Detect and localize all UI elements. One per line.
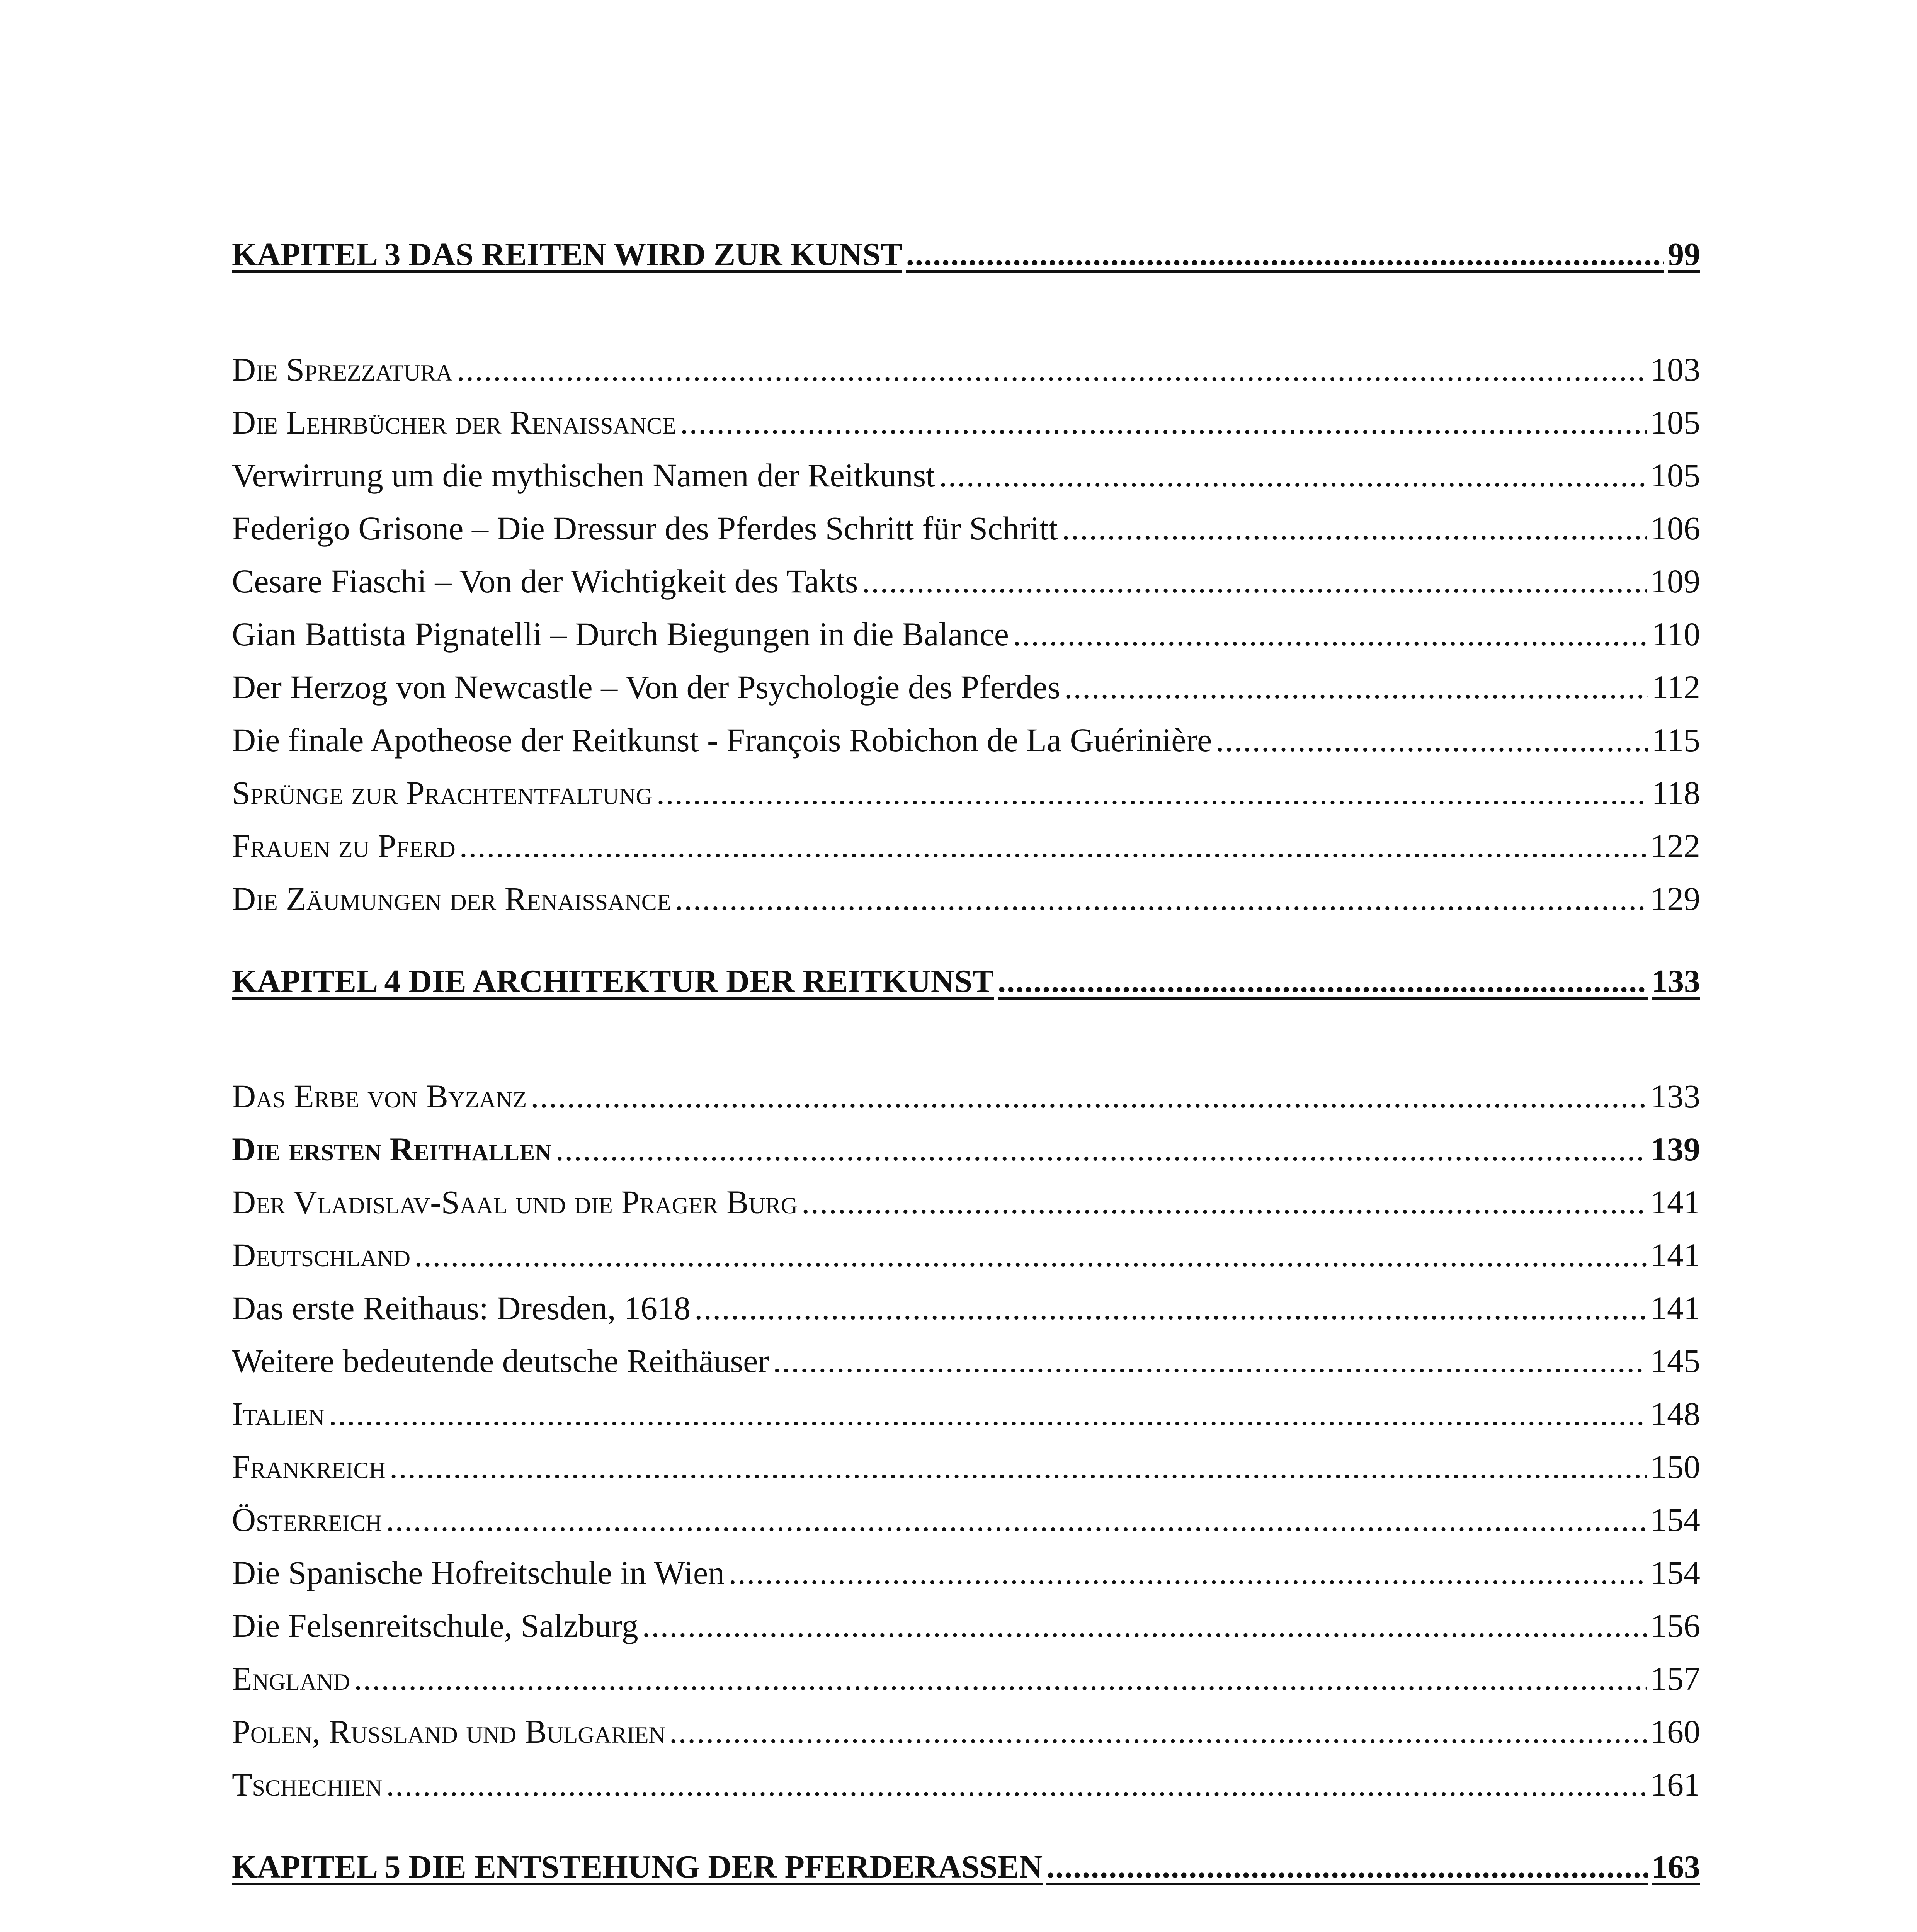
- dot-leader: [386, 1493, 1647, 1546]
- toc-entry[interactable]: [232, 1176, 1700, 1229]
- toc-entry[interactable]: [232, 820, 1700, 872]
- entry-page-number: 141: [1650, 1184, 1700, 1221]
- entry-title: Die Spanische Hofreitschule in Wien: [232, 1554, 725, 1591]
- entry-page-number: 148: [1650, 1395, 1700, 1432]
- entry-page-number: 109: [1650, 563, 1700, 600]
- entry-title: Der Vladislav-Saal und die Prager Burg: [232, 1184, 798, 1221]
- dot-leader: [531, 1070, 1647, 1123]
- dot-leader: [939, 449, 1647, 502]
- toc-entry[interactable]: [232, 1652, 1700, 1705]
- dot-leader: [1216, 714, 1648, 767]
- entry-title: Deutschland: [232, 1236, 411, 1274]
- entry-title: Federigo Grisone – Die Dressur des Pferdes Schritt für Schritt: [232, 510, 1058, 547]
- dot-leader: [328, 1388, 1647, 1440]
- entry-title: England: [232, 1660, 350, 1697]
- toc-entry[interactable]: [232, 608, 1700, 661]
- entry-title: Gian Battista Pignatelli – Durch Biegungen in die Balance: [232, 616, 1009, 653]
- dot-leader: [1064, 661, 1648, 714]
- dot-leader: [1013, 608, 1648, 661]
- entry-page-number: 157: [1650, 1660, 1700, 1697]
- dot-leader: [728, 1546, 1647, 1599]
- dot-leader: [669, 1705, 1647, 1758]
- entry-page-number: 141: [1650, 1236, 1700, 1274]
- chapter-page-number: 133: [1652, 963, 1700, 999]
- chapter-page-number: 99: [1668, 236, 1700, 272]
- dot-leader: [680, 396, 1647, 449]
- chapter-heading[interactable]: [232, 963, 1700, 1001]
- toc-entry[interactable]: [232, 714, 1700, 767]
- toc-entry[interactable]: [232, 502, 1700, 555]
- toc-entry[interactable]: [232, 1123, 1700, 1176]
- dot-leader: [657, 767, 1648, 820]
- entry-page-number: 154: [1650, 1554, 1700, 1591]
- entry-page-number: 105: [1650, 457, 1700, 494]
- dot-leader: [675, 872, 1647, 925]
- entry-title: Die finale Apotheose der Reitkunst - François Robichon de La Guérinière: [232, 721, 1212, 759]
- toc-entry[interactable]: [232, 1599, 1700, 1652]
- dot-leader: [555, 1123, 1647, 1176]
- chapter-page-number: 163: [1652, 1849, 1700, 1885]
- toc-entry[interactable]: [232, 1229, 1700, 1282]
- dot-leader: [998, 963, 1648, 1000]
- dot-leader: [459, 820, 1647, 872]
- entry-page-number: 129: [1650, 880, 1700, 917]
- entry-title: Tschechien: [232, 1766, 383, 1803]
- toc-entry[interactable]: [232, 1758, 1700, 1811]
- toc-entry[interactable]: [232, 767, 1700, 820]
- toc-entry[interactable]: [232, 1070, 1700, 1123]
- entry-title: Frauen zu Pferd: [232, 827, 456, 864]
- entry-title: Italien: [232, 1395, 325, 1432]
- entry-title: Die Zäumungen der Renaissance: [232, 880, 671, 917]
- entry-title: Polen, Russland und Bulgarien: [232, 1713, 665, 1750]
- dot-leader: [386, 1758, 1647, 1811]
- entry-page-number: 156: [1650, 1607, 1700, 1644]
- chapter-heading[interactable]: [232, 236, 1700, 274]
- entry-page-number: 112: [1652, 668, 1700, 706]
- toc-entry[interactable]: [232, 343, 1700, 396]
- entry-title: Cesare Fiaschi – Von der Wichtigkeit des Takts: [232, 563, 858, 600]
- entry-title: Die ersten Reithallen: [232, 1131, 552, 1168]
- chapter-entries: [232, 1070, 1700, 1811]
- toc-entry[interactable]: [232, 1546, 1700, 1599]
- entry-page-number: 122: [1650, 827, 1700, 864]
- dot-leader: [773, 1335, 1647, 1388]
- entry-page-number: 161: [1650, 1766, 1700, 1803]
- entry-page-number: 110: [1652, 616, 1700, 653]
- entry-page-number: 105: [1650, 404, 1700, 441]
- toc-entry[interactable]: [232, 555, 1700, 608]
- dot-leader: [456, 343, 1647, 396]
- toc-entry[interactable]: [232, 1705, 1700, 1758]
- dot-leader: [906, 236, 1664, 273]
- toc-entry[interactable]: [232, 1335, 1700, 1388]
- entry-title: Die Sprezzatura: [232, 351, 453, 388]
- toc-entry[interactable]: [232, 1282, 1700, 1335]
- toc-entry[interactable]: [232, 449, 1700, 502]
- dot-leader: [862, 555, 1647, 608]
- dot-leader: [642, 1599, 1647, 1652]
- chapter-entries: [232, 343, 1700, 925]
- dot-leader: [1046, 1848, 1648, 1886]
- entry-title: Das Erbe von Byzanz: [232, 1078, 527, 1115]
- toc-entry[interactable]: [232, 1388, 1700, 1440]
- entry-page-number: 160: [1650, 1713, 1700, 1750]
- entry-title: Das erste Reithaus: Dresden, 1618: [232, 1289, 691, 1327]
- toc-entry[interactable]: [232, 1493, 1700, 1546]
- entry-page-number: 133: [1650, 1078, 1700, 1115]
- entry-page-number: 145: [1650, 1342, 1700, 1379]
- dot-leader: [354, 1652, 1647, 1705]
- entry-page-number: 115: [1652, 721, 1700, 759]
- dot-leader: [801, 1176, 1647, 1229]
- dot-leader: [1062, 502, 1647, 555]
- entry-page-number: 150: [1650, 1448, 1700, 1485]
- chapter-title: KAPITEL 3 DAS REITEN WIRD ZUR KUNST: [232, 236, 902, 272]
- chapter-3: [232, 236, 1700, 925]
- entry-title: Österreich: [232, 1501, 382, 1538]
- entry-title: Sprünge zur Prachtentfaltung: [232, 774, 653, 811]
- toc-entry[interactable]: [232, 872, 1700, 925]
- entry-page-number: 106: [1650, 510, 1700, 547]
- entry-page-number: 103: [1650, 351, 1700, 388]
- chapter-4: [232, 963, 1700, 1811]
- entry-page-number: 154: [1650, 1501, 1700, 1538]
- entry-page-number: 141: [1650, 1289, 1700, 1327]
- chapter-title: KAPITEL 5 DIE ENTSTEHUNG DER PFERDERASSEN: [232, 1849, 1043, 1885]
- entry-title: Der Herzog von Newcastle – Von der Psychologie des Pferdes: [232, 668, 1060, 706]
- dot-leader: [414, 1229, 1647, 1282]
- toc-entry[interactable]: [232, 661, 1700, 714]
- chapter-title: KAPITEL 4 DIE ARCHITEKTUR DER REITKUNST: [232, 963, 994, 999]
- chapter-heading[interactable]: [232, 1848, 1700, 1887]
- dot-leader: [390, 1440, 1647, 1493]
- entry-title: Weitere bedeutende deutsche Reithäuser: [232, 1342, 769, 1379]
- table-of-contents: [232, 236, 1700, 1932]
- entry-title: Die Lehrbücher der Renaissance: [232, 404, 676, 441]
- entry-title: Frankreich: [232, 1448, 386, 1485]
- toc-entry[interactable]: [232, 396, 1700, 449]
- entry-title: Verwirrung um die mythischen Namen der Reitkunst: [232, 457, 935, 494]
- entry-title: Die Felsenreitschule, Salzburg: [232, 1607, 638, 1644]
- toc-entry[interactable]: [232, 1440, 1700, 1493]
- entry-page-number: 118: [1652, 774, 1700, 811]
- chapter-5: [232, 1848, 1700, 1932]
- dot-leader: [694, 1282, 1647, 1335]
- entry-page-number: 139: [1650, 1131, 1700, 1168]
